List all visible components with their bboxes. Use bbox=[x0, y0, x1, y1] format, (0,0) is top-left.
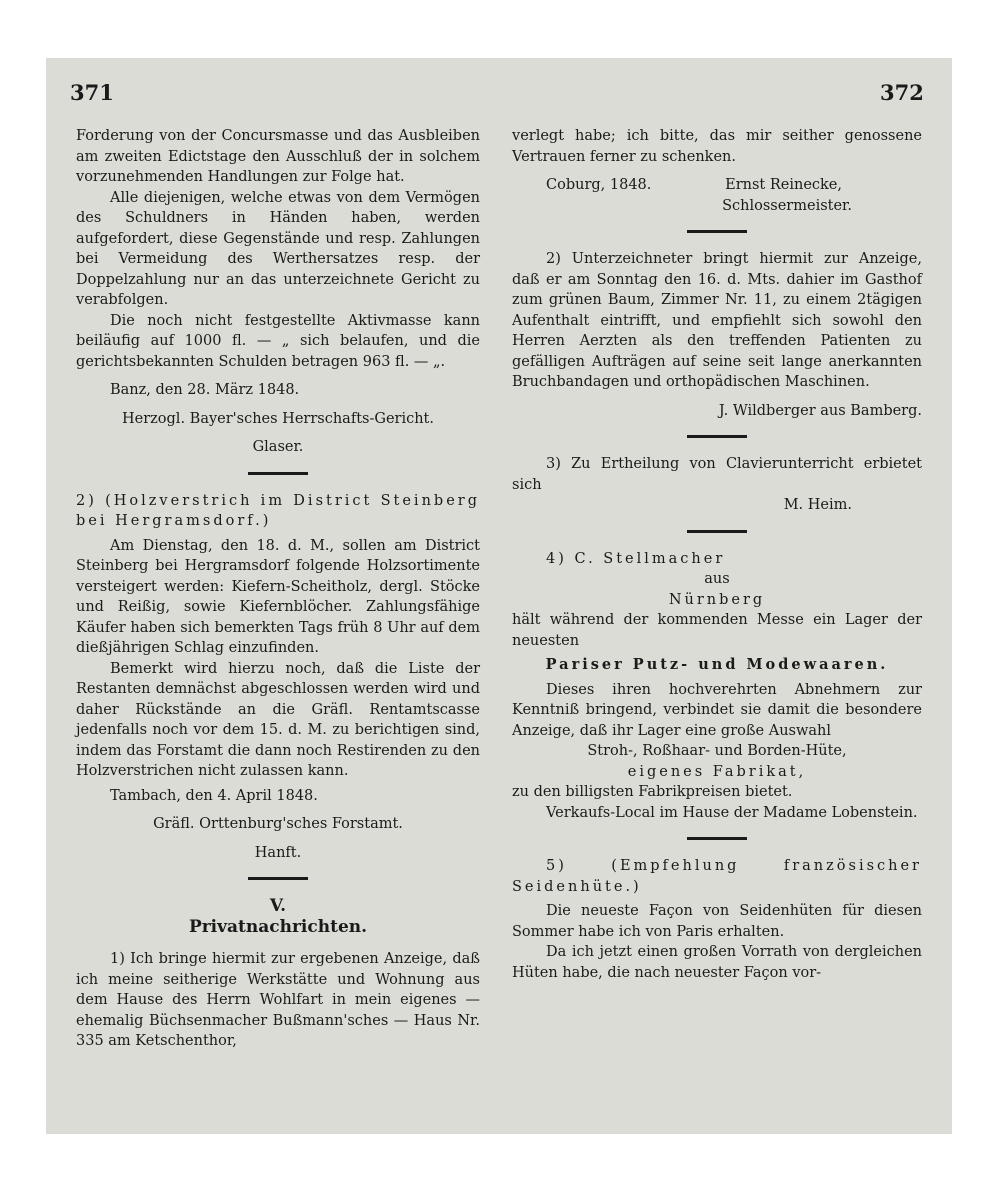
paragraph: Die neueste Façon von Seidenhüten für diesen Sommer habe ich von Paris erhalten. bbox=[512, 903, 922, 940]
signature: Ernst Reinecke, bbox=[725, 177, 842, 193]
date-line: Tambach, den 4. April 1848. bbox=[110, 787, 318, 804]
notice-heading: 5) (Empfehlung französischer Seidenhüte.) bbox=[512, 858, 922, 895]
notice-heading: 2) (Holzverstrich im District Steinberg bei Hergramsdorf.) bbox=[76, 492, 480, 529]
date-line: Banz, den 28. März 1848. bbox=[110, 382, 300, 398]
paragraph: 1) Ich bringe hiermit zur ergebenen Anzeige, daß ich meine seitherige Werkstätte und Wohnung aus dem Hause des Herrn Wohlfart in mein eigenes — ehemalig Büchsenmacher Bußmann'sches — Haus Nr. 335 am Ketschenthor, bbox=[76, 951, 480, 1049]
section-title: Privatnachrichten. bbox=[188, 916, 368, 937]
signature: J. Wildberger aus Bamberg. bbox=[718, 402, 922, 419]
paragraph: Am Dienstag, den 18. d. M., sollen am District Steinberg bei Hergramsdorf folgende Holzsortimente versteigert werden: Kiefern-Scheitholz, dergl. Stöcke und Reißig, sowie Kiefernblöcher. Zahlungsfähige Käufer haben sich bemerkten Tags früh 8 Uhr auf dem dießjährigen Schlag einzufinden. bbox=[76, 537, 480, 656]
divider bbox=[248, 877, 308, 880]
paragraph: Alle diejenigen, welche etwas von dem Vermögen des Schuldners in Händen haben, werden aufgefordert, diese Gegenstände und resp. Zahlungen bei Vermeidung des Werthersatzes resp. der Doppelzahlung nur an das unterzeichnete Gericht zu verabfolgen. bbox=[76, 189, 480, 308]
paragraph: 3) Zu Ertheilung von Clavierunterricht erbietet sich bbox=[512, 456, 922, 493]
date-line: Coburg, 1848. bbox=[546, 177, 652, 193]
text-line: aus bbox=[704, 571, 730, 587]
signature-title: Schlossermeister. bbox=[722, 197, 852, 214]
paragraph: Die noch nicht festgestellte Aktivmasse kann beiläufig auf 1000 fl. — „ sich belaufen, und die gerichtsbekannten Schulden betragen 963 fl. — „. bbox=[76, 312, 480, 370]
text-line: zu den billigsten Fabrikpreisen bietet. bbox=[512, 784, 793, 800]
paragraph: Verkaufs-Local im Hause der Madame Lobenstein. bbox=[546, 804, 918, 821]
paragraph: Forderung von der Concursmasse und das Ausbleiben am zweiten Edictstage den Ausschluß der in solchem vorzunehmenden Handlungen zur Folge hat. bbox=[76, 128, 480, 185]
advertiser-name: 4) C. Stellmacher bbox=[546, 550, 726, 567]
paragraph: verlegt habe; ich bitte, das mir seither genossene Vertrauen ferner zu schenken. bbox=[512, 128, 922, 165]
signature: Hanft. bbox=[254, 844, 302, 861]
paragraph: Dieses ihren hochverehrten Abnehmern zur Kenntniß bringend, verbindet sie damit die besondere Anzeige, daß ihr Lager eine große Auswahl bbox=[512, 681, 922, 739]
product-heading: Pariser Putz- und Modewaaren. bbox=[545, 656, 889, 673]
paragraph: 2) Unterzeichneter bringt hiermit zur Anzeige, daß er am Sonntag den 16. d. Mts. dahier im Gasthof zum grünen Baum, Zimmer Nr. 11, zu einem 2tägigen Aufenthalt eintrifft, und empfiehlt sich sowohl den Herren Aerzten als den treffenden Patienten zu gefälligen Aufträgen auf seine seit lange anerkannten Bruchbandagen und orthopädischen Maschinen. bbox=[512, 251, 922, 390]
city-name: Nürnberg bbox=[668, 591, 766, 608]
authority-name: Herzogl. Bayer'sches Herrschafts-Gericht. bbox=[122, 410, 434, 427]
page-number-right: 372 bbox=[880, 80, 924, 105]
paragraph: hält während der kommenden Messe ein Lager der neuesten bbox=[512, 612, 922, 649]
page-number-left: 371 bbox=[70, 80, 114, 105]
section-number: V. bbox=[269, 896, 287, 916]
left-column bbox=[76, 126, 480, 1052]
signature: M. Heim. bbox=[783, 497, 852, 513]
divider bbox=[687, 435, 747, 438]
divider bbox=[687, 230, 747, 233]
authority-name: Gräfl. Orttenburg'sches Forstamt. bbox=[153, 816, 403, 832]
signature: Glaser. bbox=[252, 439, 304, 455]
paragraph: Bemerkt wird hierzu noch, daß die Liste der Restanten demnächst abgeschlossen werden wird und daher Rückstände an die Gräfl. Rentamtscasse jedenfalls noch vor dem 15. d. M. zu berichtigen sind, indem das Forstamt die dann noch Restirenden zu den Holzverstrichen nicht zulassen kann. bbox=[76, 660, 480, 779]
divider bbox=[687, 530, 747, 533]
product-line: Stroh-, Roßhaar- und Borden-Hüte, bbox=[587, 743, 847, 759]
right-column bbox=[512, 126, 922, 983]
paragraph: Da ich jetzt einen großen Vorrath von dergleichen Hüten habe, die nach neuester Façon vor- bbox=[512, 944, 922, 981]
product-line: eigenes Fabrikat, bbox=[627, 763, 807, 780]
divider bbox=[248, 472, 308, 475]
divider bbox=[687, 837, 747, 840]
